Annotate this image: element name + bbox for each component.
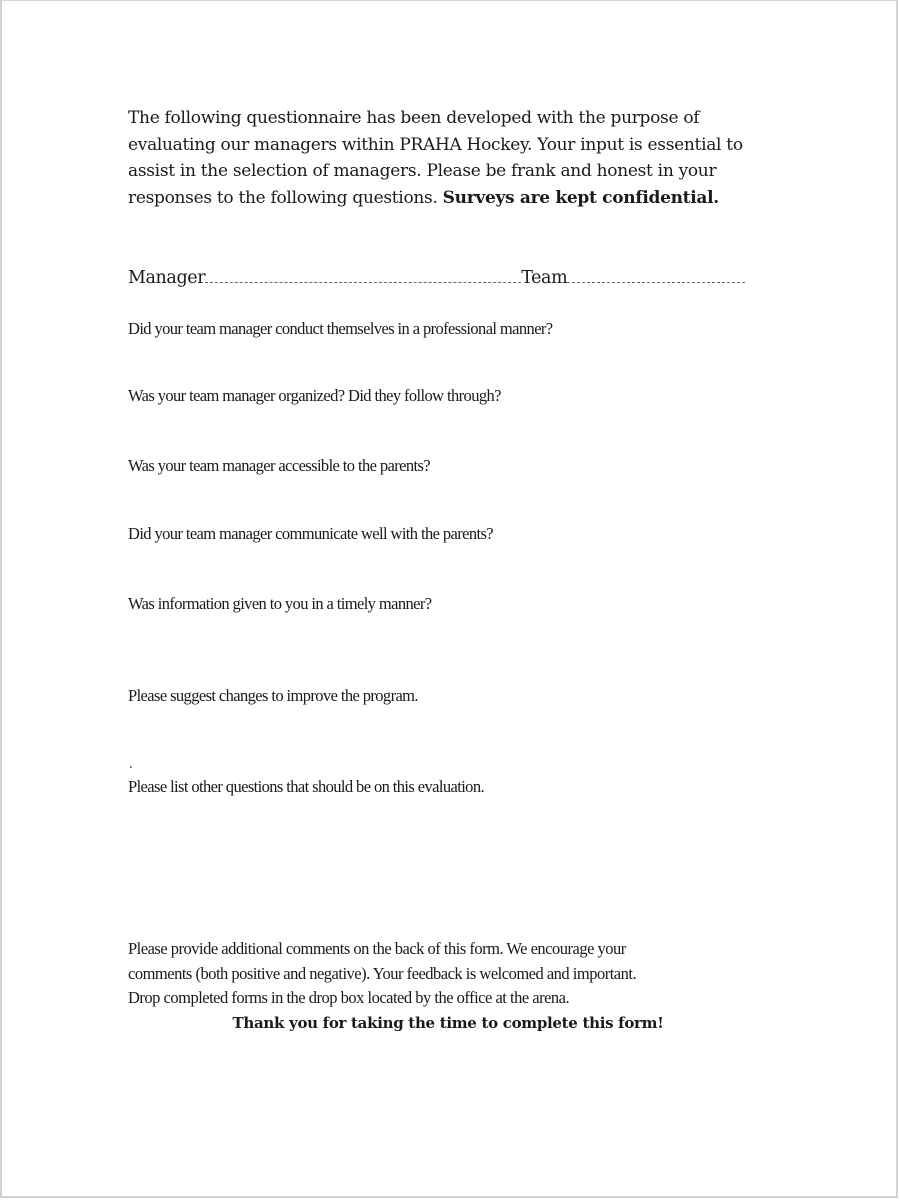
confidential-notice: Surveys are kept confidential. <box>442 187 719 208</box>
question-communicate: Did your team manager communicate well with the parents? <box>128 524 494 543</box>
intro-paragraph <box>128 105 768 211</box>
question-organized: Was your team manager organized? Did they follow through? <box>128 386 501 405</box>
manager-blank-field[interactable] <box>205 266 521 283</box>
intro-text: The following questionnaire has been developed with the purpose of evaluating our managers within PRAHA Hockey. Your input is essential to assist in the selection of managers. Please be frank and honest in your responses to the following questions. <box>128 108 743 208</box>
closing-line-3: Drop completed forms in the drop box located by the office at the arena. <box>128 988 570 1007</box>
team-blank-field[interactable] <box>567 266 745 283</box>
question-suggest-changes: Please suggest changes to improve the program. <box>128 686 418 705</box>
thank-you-message: Thank you for taking the time to complete this form! <box>232 1013 664 1032</box>
question-professional: Did your team manager conduct themselves in a professional manner? <box>128 319 553 338</box>
manager-label: Manager <box>128 268 206 288</box>
closing-line-1: Please provide additional comments on the back of this form. We encourage your <box>128 939 626 958</box>
question-other-questions: Please list other questions that should be on this evaluation. <box>128 777 484 796</box>
stray-mark: . <box>129 757 133 772</box>
question-timely-info: Was information given to you in a timely manner? <box>128 594 432 613</box>
closing-line-2: comments (both positive and negative). Your feedback is welcomed and important. <box>128 963 637 983</box>
team-label: Team <box>521 268 568 288</box>
manager-team-fields <box>128 266 768 288</box>
closing-paragraph <box>128 937 778 1035</box>
question-accessible: Was your team manager accessible to the parents? <box>128 456 431 475</box>
